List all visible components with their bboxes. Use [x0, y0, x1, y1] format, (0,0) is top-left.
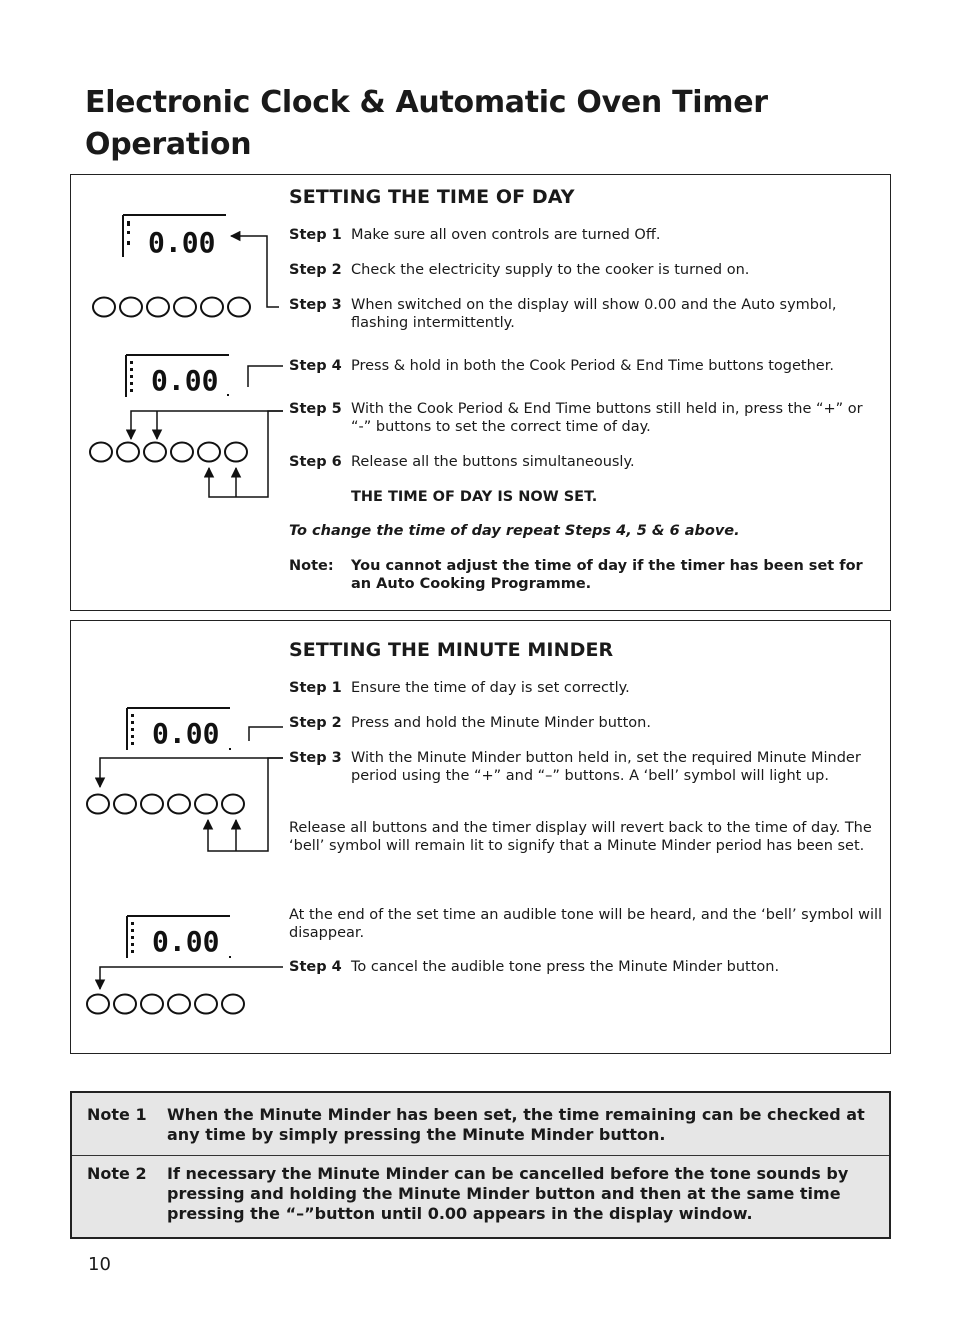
button-row-1 [93, 298, 250, 317]
notes-box [70, 1091, 891, 1239]
note-label: Note 1 [87, 1105, 147, 1124]
timer-display-2 [126, 355, 229, 397]
step-text: Check the electricity supply to the cooker is turned on. [351, 262, 750, 278]
button-row-2 [90, 443, 247, 462]
step-row [289, 454, 885, 472]
step-row [289, 715, 885, 733]
button-row-4 [87, 995, 244, 1014]
step-row [289, 262, 885, 280]
step-label: Step 2 [289, 262, 342, 278]
step-text: To cancel the audible tone press the Minute Minder button. [351, 959, 780, 975]
step-label: Step 4 [289, 959, 342, 975]
minute-minder-panel [70, 620, 891, 1054]
release-text: Release all buttons and the timer display will revert back to the time of day. The ‘bell’ symbol will remain lit to signify that a Minute Minder period has been set. [289, 820, 872, 854]
time-of-day-panel [70, 174, 891, 611]
confirmation-text: THE TIME OF DAY IS NOW SET. [351, 489, 598, 505]
change-note: To change the time of day repeat Steps 4, 5 & 6 above. [289, 523, 740, 539]
timer-display-3 [127, 708, 231, 750]
time-of-day-diagram [71, 175, 286, 610]
end-text: At the end of the set time an audible tone will be heard, and the ‘bell’ symbol will disappear. [289, 907, 883, 941]
note-text: If necessary the Minute Minder can be cancelled before the tone sounds by pressing and holding the Minute Minder button and then at the same time pressing the “–”button until 0.00 appears in the display window. [167, 1164, 849, 1223]
display-readout-1: 0.00 [148, 226, 216, 259]
step-label: Step 3 [289, 750, 342, 766]
timer-display-1 [123, 215, 226, 259]
step-row [289, 401, 885, 436]
display-readout-4: 0.00 [152, 925, 220, 958]
note-text: You cannot adjust the time of day if the timer has been set for an Auto Cooking Programme. [351, 558, 863, 592]
step-text: Ensure the time of day is set correctly. [351, 680, 630, 696]
step-text: Release all the buttons simultaneously. [351, 454, 635, 470]
minute-minder-heading: SETTING THE MINUTE MINDER [289, 639, 614, 661]
step-text: With the Cook Period & End Time buttons still held in, press the “+” or “-” buttons to set the correct time of day. [351, 401, 863, 435]
page-number: 10 [88, 1254, 111, 1275]
note-text: When the Minute Minder has been set, the time remaining can be checked at any time by simply pressing the Minute Minder button. [167, 1105, 865, 1144]
display-readout-2: 0.00 [151, 364, 219, 397]
step-row [289, 680, 885, 698]
minute-minder-diagram [71, 621, 286, 1053]
timer-display-4 [127, 916, 231, 958]
step-text: When switched on the display will show 0.00 and the Auto symbol, flashing intermittently. [351, 297, 837, 331]
display-readout-3: 0.00 [152, 717, 220, 750]
note-label: Note: [289, 558, 334, 574]
step-text: Press and hold the Minute Minder button. [351, 715, 651, 731]
note-label: Note 2 [87, 1164, 147, 1183]
step-text: Make sure all oven controls are turned Off. [351, 227, 661, 243]
step-row [289, 750, 885, 785]
step-label: Step 1 [289, 680, 342, 696]
button-row-3 [87, 795, 244, 814]
note-divider [72, 1155, 889, 1156]
note-1 [72, 1105, 889, 1145]
step-row [289, 358, 885, 376]
note-2 [72, 1164, 889, 1224]
time-of-day-heading: SETTING THE TIME OF DAY [289, 186, 575, 208]
step-label: Step 3 [289, 297, 342, 313]
step-text: Press & hold in both the Cook Period & End Time buttons together. [351, 358, 834, 374]
step-row [289, 959, 885, 977]
step-label: Step 1 [289, 227, 342, 243]
step-label: Step 4 [289, 358, 342, 374]
step-text: With the Minute Minder button held in, set the required Minute Minder period using the “+” and “–” buttons. A ‘bell’ symbol will light up. [351, 750, 861, 784]
step-row [289, 227, 885, 245]
step-label: Step 5 [289, 401, 342, 417]
note-row [289, 558, 885, 593]
step-label: Step 6 [289, 454, 342, 470]
step-row [289, 297, 885, 332]
page-title: Electronic Clock & Automatic Oven Timer Operation [85, 85, 768, 162]
step-label: Step 2 [289, 715, 342, 731]
